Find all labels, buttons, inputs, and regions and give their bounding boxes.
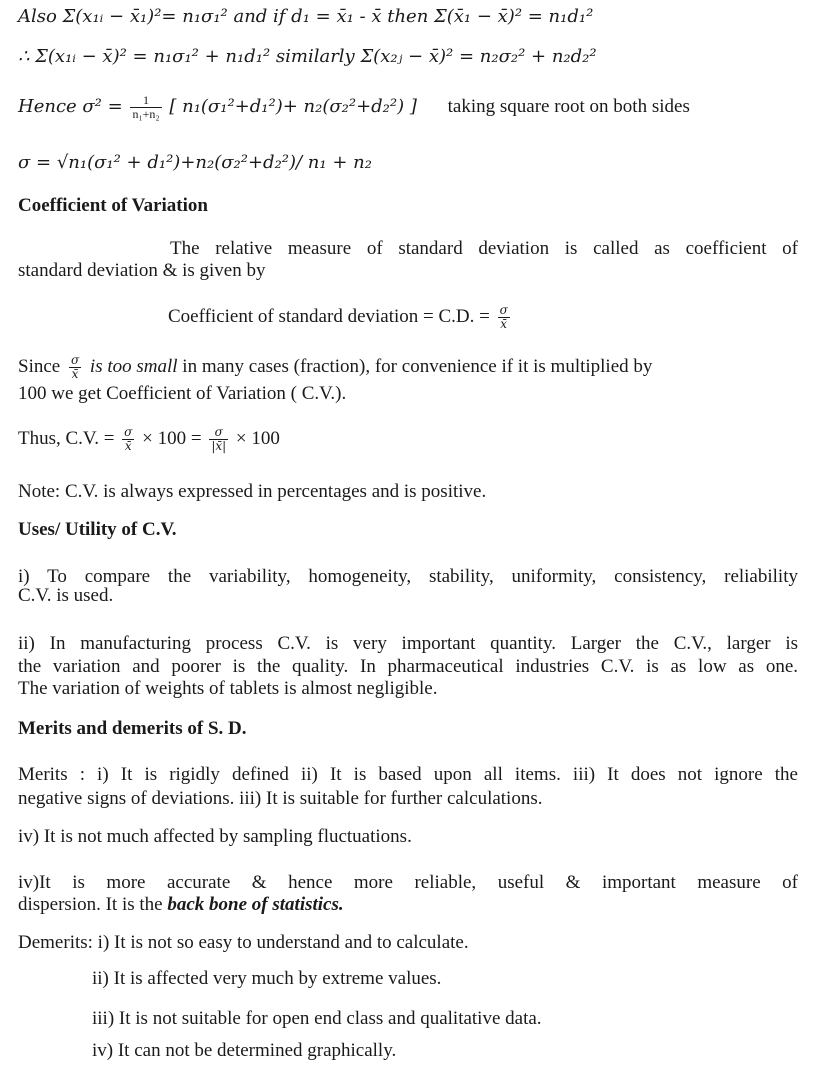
para-merits-line2: negative signs of deviations. iii) It is suitable for further calculations. [18, 788, 543, 809]
formula-therefore: ∴ Σ(x₁ᵢ − x̄)² = n₁σ₁² + n₁d₁² similarly Σ(x₂ⱼ − x̄)² = n₂σ₂² + n₂d₂² [18, 46, 597, 67]
formula-hence [18, 94, 690, 121]
para-demerit-iii: iii) It is not suitable for open end class and qualitative data. [92, 1008, 542, 1029]
fraction-one-over-n: $\frac{1}{\text{n₁+n₂}}$ [132, 93, 160, 121]
para-use-ii-line3: The variation of weights of tablets is almost negligible. [18, 678, 438, 699]
para-use-ii-line1: ii) In manufacturing process C.V. is very important quantity. Larger the C.V., larger is [18, 633, 798, 654]
para-demerit-i: Demerits: i) It is not so easy to understand and to calculate. [18, 932, 469, 953]
fraction-sigma-over-xbar: $\frac{\sigma}{x̄}$ [499, 303, 508, 331]
formula-hence-rhs: [ n₁(σ₁²+d₁²)+ n₂(σ₂²+d₂²) ] [169, 95, 417, 117]
para-note: Note: C.V. is always expressed in percentages and is positive. [18, 481, 487, 502]
formula-cd-label: Coefficient of standard deviation = C.D. = [168, 305, 490, 327]
heading-uses-of-cv: Uses/ Utility of C.V. [18, 519, 177, 540]
heading-merits-demerits: Merits and demerits of S. D. [18, 718, 247, 739]
para-since-line1: Since $\frac{\sigma}{x̄}$ is too small in many cases (fraction), for convenience if it is multiplied by [18, 353, 653, 381]
fraction-sigma-over-xbar-3: $\frac{\sigma}{x̄}$ [124, 425, 133, 453]
para-demerit-ii: ii) It is affected very much by extreme values. [92, 968, 442, 989]
formula-also: Also Σ(x₁ᵢ − x̄₁)²= n₁σ₁² and if d₁ = x̄₁ - x̄ then Σ(x̄₁ − x̄)² = n₁d₁² [18, 6, 594, 27]
fraction-sigma-over-xbar-2: $\frac{\sigma}{x̄}$ [70, 353, 80, 381]
formula-cd [168, 304, 513, 331]
emphasis-too-small: is too small [89, 355, 178, 377]
formula-sigma: σ = √n₁(σ₁² + d₁²)+n₂(σ₂²+d₂²)/ n₁ + n₂ [18, 152, 372, 173]
para-use-i-line1: i) To compare the variability, homogeneity, stability, uniformity, consistency, reliability [18, 566, 798, 587]
para-merit-iv2-line1: iv)It is more accurate & hence more reliable, useful & important measure of [18, 872, 798, 893]
formula-hence-lhs: Hence σ² = [18, 95, 123, 117]
heading-coefficient-of-variation: Coefficient of Variation [18, 195, 208, 216]
formula-hence-note: taking square root on both sides [447, 95, 690, 117]
para-merit-iv: iv) It is not much affected by sampling fluctuations. [18, 826, 412, 847]
para-relative-measure-line2: standard deviation & is given by [18, 260, 266, 281]
emphasis-back-bone: back bone of statistics. [167, 894, 344, 915]
formula-thus-cv: Thus, C.V. = $\frac{\sigma}{x̄}$ × 100 = $\frac{\sigma}{|x̄|}$ × 100 [18, 425, 280, 453]
para-demerit-iv: iv) It can not be determined graphically. [92, 1040, 397, 1061]
para-use-ii-line2: the variation and poorer is the quality. In pharmaceutical industries C.V. is as low as one. [18, 656, 798, 677]
para-relative-measure-line1: The relative measure of standard deviation is called as coefficient of [170, 238, 798, 259]
para-merits-line1: Merits : i) It is rigidly defined ii) It is based upon all items. iii) It does not ignore the [18, 764, 798, 785]
fraction-sigma-over-abs-xbar: $\frac{\sigma}{|x̄|}$ [211, 425, 227, 453]
para-since-line2: 100 we get Coefficient of Variation ( C.V.). [18, 383, 347, 404]
para-merit-iv2-line2: dispersion. It is the back bone of statistics. [18, 894, 344, 915]
para-use-i-line2: C.V. is used. [18, 585, 114, 606]
